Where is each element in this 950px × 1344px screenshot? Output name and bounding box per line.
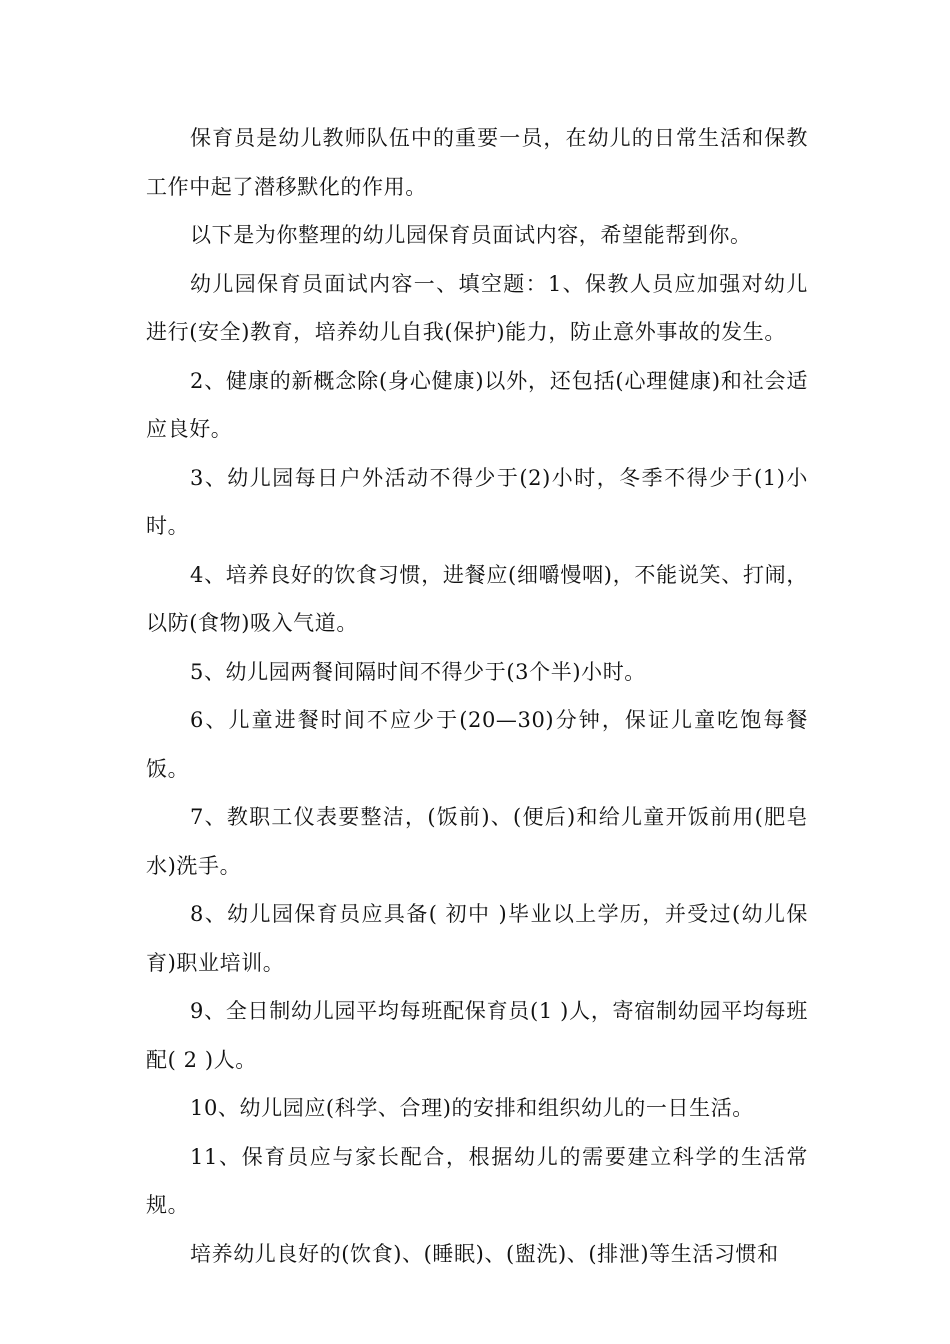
paragraph-question-9: 9、全日制幼儿园平均每班配保育员(1 )人，寄宿制幼园平均每班配( 2 )人。 xyxy=(146,999,808,1072)
paragraph-question-4: 4、培养良好的饮食习惯，进餐应(细嚼慢咽)，不能说笑、打闹，以防(食物)吸入气道。 xyxy=(146,562,808,635)
paragraph-continuation: 培养幼儿良好的(饮食)、(睡眠)、(盥洗)、(排泄)等生活习惯和 xyxy=(190,1241,779,1266)
paragraph-question-10: 10、幼儿园应(科学、合理)的安排和组织幼儿的一日生活。 xyxy=(190,1096,754,1120)
paragraph-question-8: 8、幼儿园保育员应具备( 初中 )毕业以上学历，并受过(幼儿保育)职业培训。 xyxy=(146,902,808,975)
paragraph-question-2: 2、健康的新概念除(身心健康)以外，还包括(心理健康)和社会适应良好。 xyxy=(146,368,808,441)
paragraph-question-7: 7、教职工仪表要整洁，(饭前)、(便后)和给儿童开饭前用(肥皂水)洗手。 xyxy=(146,805,808,878)
paragraph-question-3: 3、幼儿园每日户外活动不得少于(2)小时，冬季不得少于(1)小时。 xyxy=(146,465,808,538)
paragraph-lead: 以下是为你整理的幼儿园保育员面试内容，希望能帮到你。 xyxy=(190,223,752,247)
document-body xyxy=(146,114,808,1278)
paragraph-question-11: 11、保育员应与家长配合，根据幼儿的需要建立科学的生活常规。 xyxy=(146,1144,808,1217)
paragraph-intro: 保育员是幼儿教师队伍中的重要一员，在幼儿的日常生活和保教工作中起了潜移默化的作用。 xyxy=(146,126,808,199)
paragraph-question-1: 幼儿园保育员面试内容一、填空题：1、保教人员应加强对幼儿进行(安全)教育，培养幼儿自我(保护)能力，防止意外事故的发生。 xyxy=(146,271,808,344)
paragraph-question-5: 5、幼儿园两餐间隔时间不得少于(3个半)小时。 xyxy=(190,659,646,684)
paragraph-question-6: 6、儿童进餐时间不应少于(20—30)分钟，保证儿童吃饱每餐饭。 xyxy=(146,708,808,781)
